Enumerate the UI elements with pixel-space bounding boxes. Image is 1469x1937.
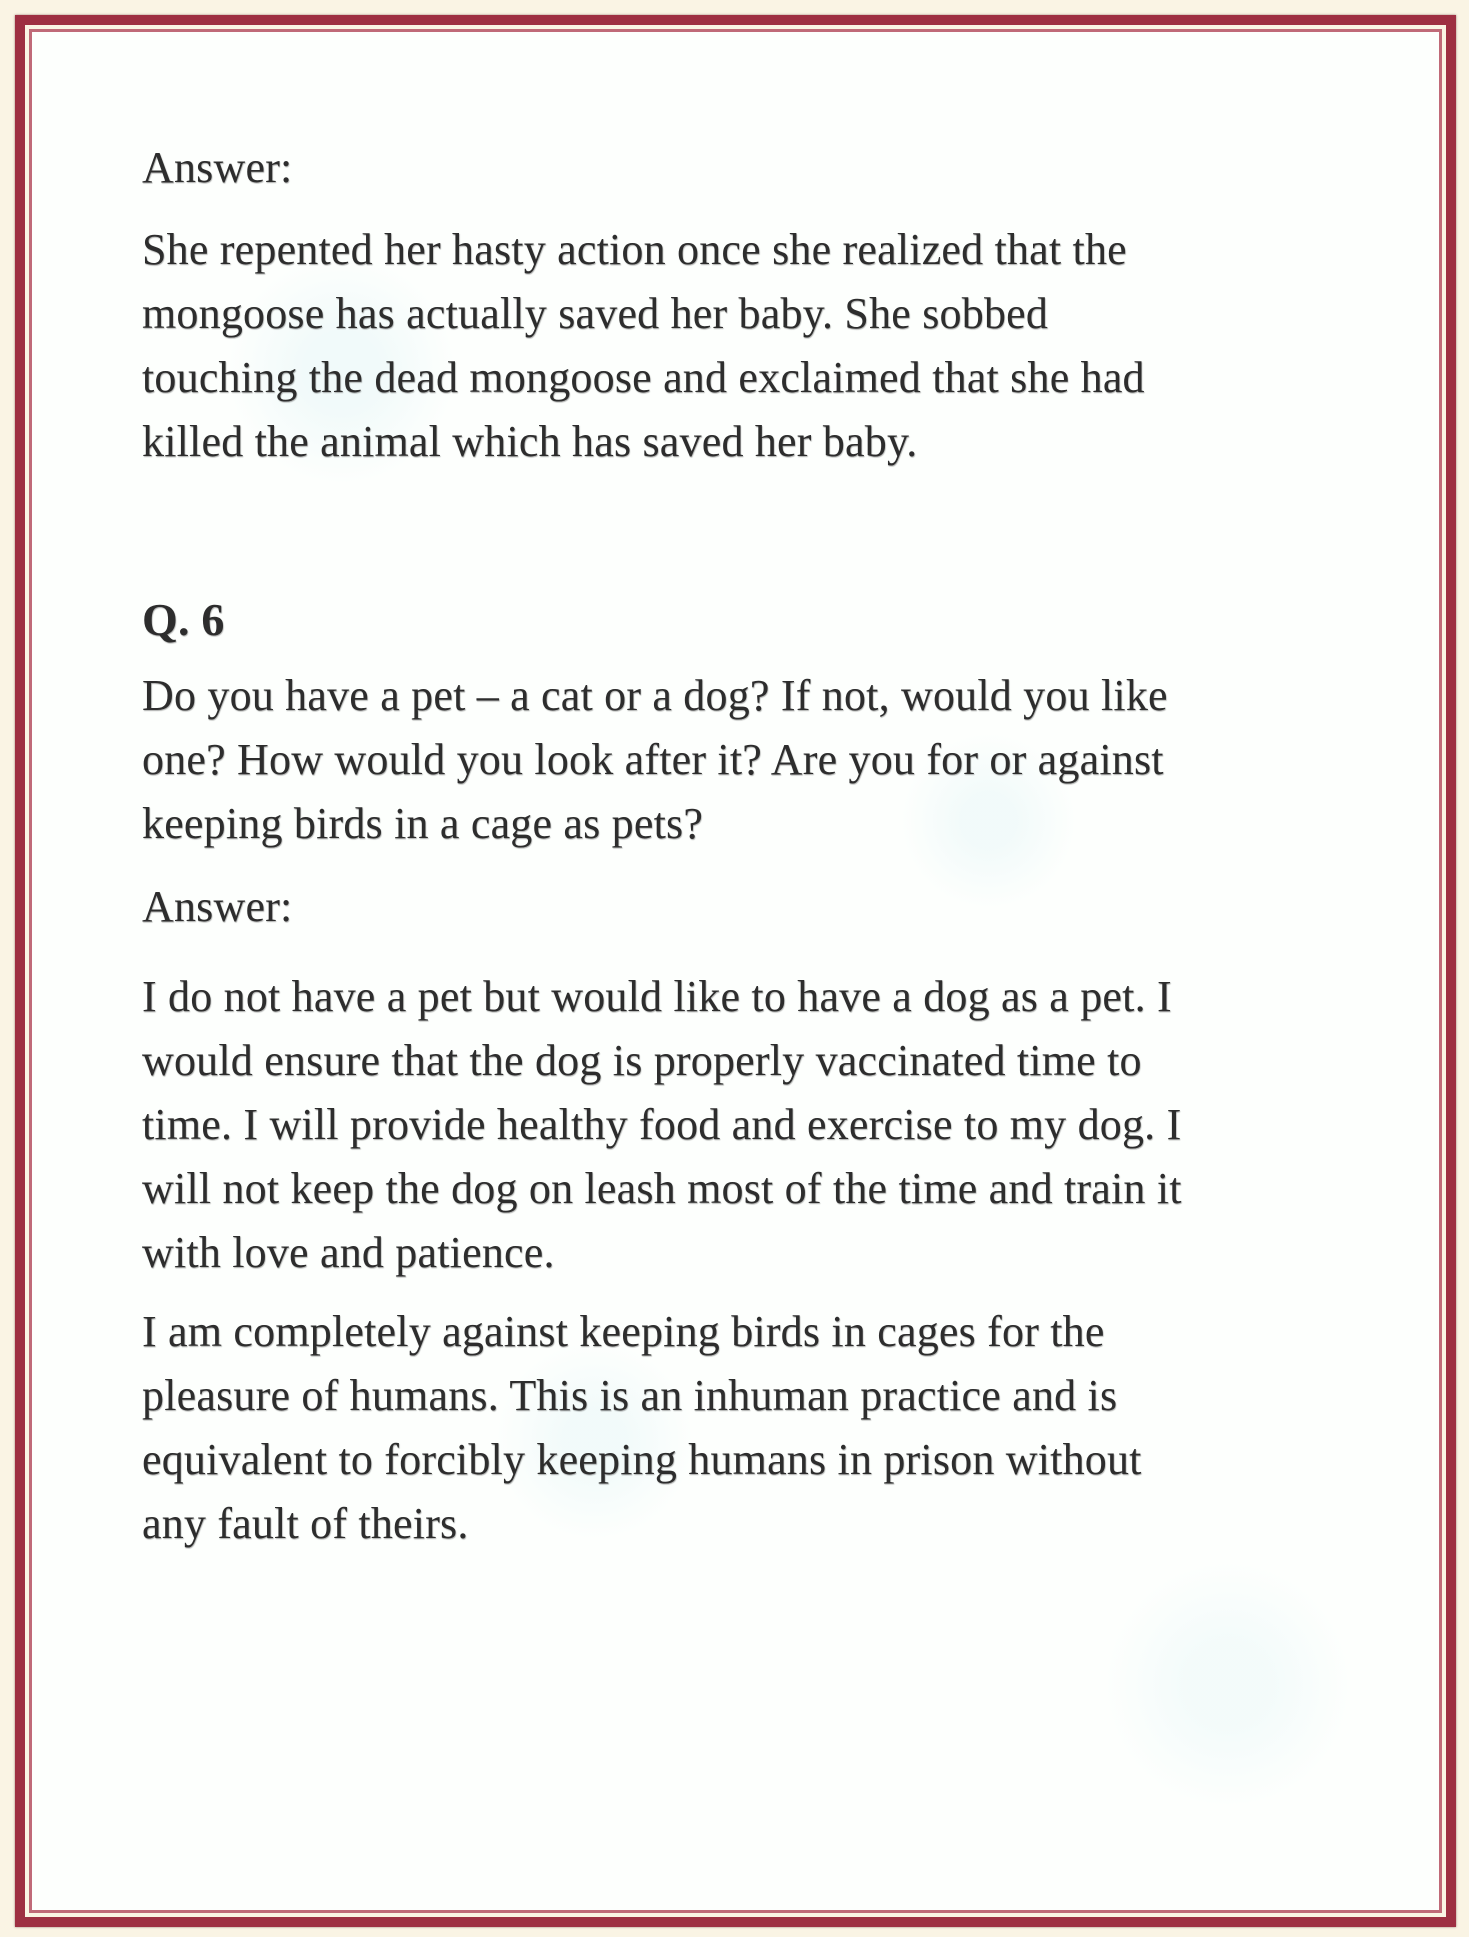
- answer-label: [142, 136, 1319, 200]
- question-paragraph: [142, 664, 1319, 856]
- answer-paragraph: [142, 965, 1319, 1285]
- text-line: She repented her hasty action once she realized that the: [142, 225, 1127, 274]
- text-line: any fault of theirs.: [142, 1499, 469, 1548]
- text-line: mongoose has actually saved her baby. She sobbed: [142, 289, 1049, 338]
- text-line: touching the dead mongoose and exclaimed that she had: [142, 353, 1145, 402]
- page-border-inner: [29, 29, 1442, 1913]
- text-line: time. I will provide healthy food and exercise to my dog. I: [142, 1100, 1182, 1149]
- text-line: would ensure that the dog is properly vaccinated time to: [142, 1036, 1142, 1085]
- question-number-heading: [142, 588, 1319, 652]
- text-line: Answer:: [142, 882, 293, 931]
- text-line: equivalent to forcibly keeping humans in prison without: [142, 1435, 1142, 1484]
- page-border-outer: [15, 15, 1456, 1927]
- text-line: I do not have a pet but would like to have a dog as a pet. I: [142, 972, 1172, 1021]
- answer-label: [142, 875, 1319, 939]
- text-line: Answer:: [142, 143, 293, 192]
- text-line: Q. 6: [142, 594, 225, 645]
- text-line: killed the animal which has saved her baby.: [142, 417, 918, 466]
- answer-paragraph: [142, 218, 1319, 474]
- page-content: [32, 32, 1439, 1910]
- answer-paragraph: [142, 1300, 1319, 1556]
- text-line: I am completely against keeping birds in cages for the: [142, 1307, 1105, 1356]
- text-line: will not keep the dog on leash most of the time and train it: [142, 1164, 1182, 1213]
- text-line: with love and patience.: [142, 1228, 555, 1277]
- text-line: Do you have a pet – a cat or a dog? If not, would you like: [142, 671, 1168, 720]
- text-line: pleasure of humans. This is an inhuman practice and is: [142, 1371, 1118, 1420]
- text-line: one? How would you look after it? Are you for or against: [142, 735, 1164, 784]
- text-line: keeping birds in a cage as pets?: [142, 799, 704, 848]
